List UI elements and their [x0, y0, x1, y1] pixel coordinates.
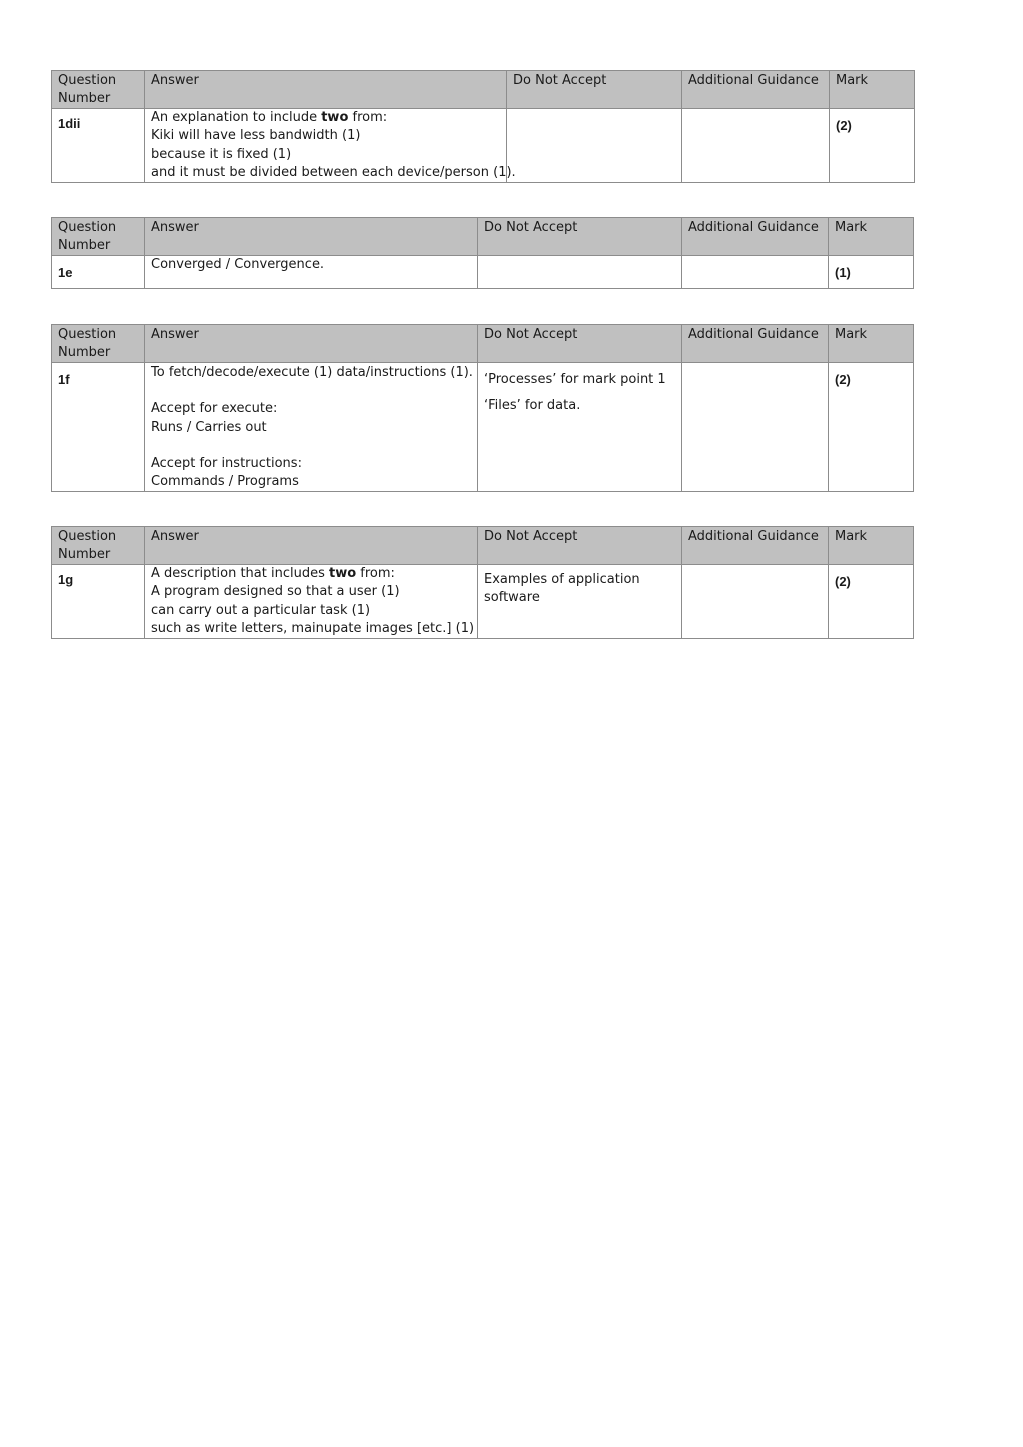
header-question-number: Question Number — [52, 218, 145, 256]
additional-guidance-cell — [682, 363, 829, 492]
answer-line: because it is fixed (1) — [151, 146, 292, 162]
header-mark: Mark — [829, 325, 914, 363]
header-mark: Mark — [829, 218, 914, 256]
answer-line: such as write letters, mainupate images [etc.] (1) — [151, 620, 475, 636]
table-row — [52, 363, 914, 492]
answer-cell — [145, 565, 478, 639]
additional-guidance-cell — [682, 109, 830, 183]
mark-scheme-table-1f — [51, 324, 914, 492]
do-not-accept-cell — [507, 109, 682, 183]
question-number: 1dii — [52, 109, 145, 183]
header-question-number: Question Number — [52, 527, 145, 565]
additional-guidance-cell — [682, 565, 829, 639]
do-not-accept-line: Examples of application — [484, 572, 640, 587]
table-row — [52, 256, 914, 289]
mark-cell: (1) — [829, 256, 914, 289]
answer-line: can carry out a particular task (1) — [151, 602, 371, 618]
do-not-accept-cell — [478, 363, 682, 492]
header-answer: Answer — [145, 527, 478, 565]
header-question-number: Question Number — [52, 325, 145, 363]
answer-line: A program designed so that a user (1) — [151, 584, 400, 600]
mark-scheme-table-1dii — [51, 70, 915, 183]
do-not-accept-line: ‘Processes’ for mark point 1 — [484, 372, 666, 387]
header-additional-guidance: Additional Guidance — [682, 71, 830, 109]
header-additional-guidance: Additional Guidance — [682, 527, 829, 565]
header-do-not-accept: Do Not Accept — [478, 218, 682, 256]
do-not-accept-cell — [478, 565, 682, 639]
header-additional-guidance: Additional Guidance — [682, 325, 829, 363]
header-question-number: Question Number — [52, 71, 145, 109]
header-mark: Mark — [830, 71, 915, 109]
answer-cell — [145, 256, 478, 289]
do-not-accept-line: ‘Files’ for data. — [484, 398, 581, 414]
question-number: 1g — [52, 565, 145, 639]
answer-line: Commands / Programs — [151, 474, 299, 490]
mark-cell: (2) — [829, 565, 914, 639]
answer-line: Runs / Carries out — [151, 419, 267, 435]
header-answer: Answer — [145, 218, 478, 256]
header-do-not-accept: Do Not Accept — [507, 71, 682, 109]
question-number: 1e — [52, 256, 145, 289]
answer-line: Accept for execute: — [151, 401, 278, 417]
header-answer: Answer — [145, 71, 507, 109]
mark-scheme-table-1e — [51, 217, 914, 289]
mark-cell: (2) — [830, 109, 915, 183]
answer-line: To fetch/decode/execute (1) data/instructions (1). — [151, 365, 473, 380]
question-number: 1f — [52, 363, 145, 492]
mark-cell: (2) — [829, 363, 914, 492]
mark-scheme-table-1g — [51, 526, 914, 639]
answer-line: Kiki will have less bandwidth (1) — [151, 128, 361, 144]
answer-cell — [145, 109, 516, 183]
header-do-not-accept: Do Not Accept — [478, 527, 682, 565]
header-answer: Answer — [145, 325, 478, 363]
answer-intro: An explanation to include two from: — [151, 110, 388, 125]
answer-cell — [145, 363, 478, 492]
answer-line: and it must be divided between each device/person (1). — [151, 164, 516, 180]
do-not-accept-line: software — [484, 590, 540, 606]
additional-guidance-cell — [682, 256, 829, 289]
answer-line: Converged / Convergence. — [151, 257, 325, 272]
table-row — [52, 565, 914, 639]
answer-line: Accept for instructions: — [151, 455, 302, 471]
header-do-not-accept: Do Not Accept — [478, 325, 682, 363]
do-not-accept-cell — [478, 256, 682, 289]
table-row — [52, 109, 915, 183]
header-additional-guidance: Additional Guidance — [682, 218, 829, 256]
header-mark: Mark — [829, 527, 914, 565]
answer-intro: A description that includes two from: — [151, 566, 395, 581]
